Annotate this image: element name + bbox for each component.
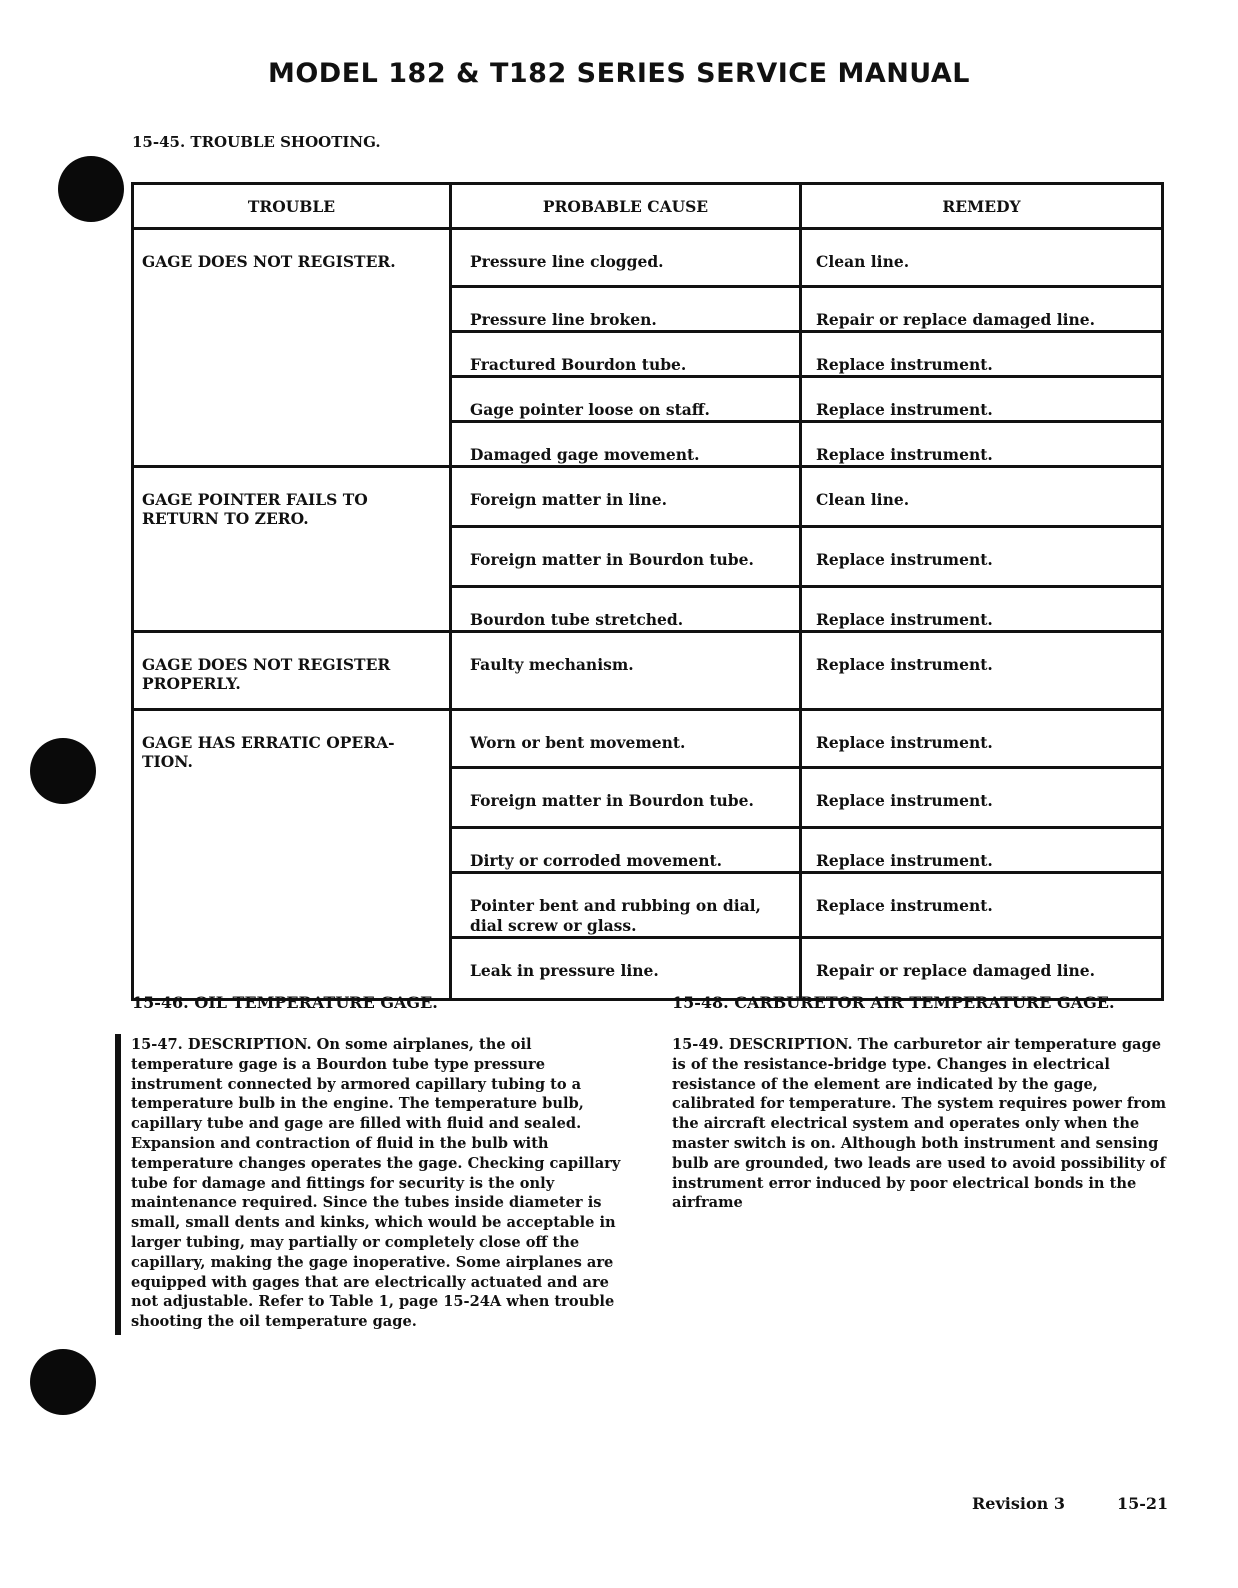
troubleshooting-table — [131, 182, 1164, 1001]
cause-cell — [451, 422, 801, 467]
remedy-text: Clean line. — [816, 490, 910, 509]
binder-hole-bottom — [30, 1349, 96, 1415]
trouble-cell: GAGE HAS ERRATIC OPERA-TION. — [133, 710, 451, 1000]
cause-text: Damaged gage movement. — [470, 445, 700, 464]
cause-cell — [451, 938, 801, 1000]
remedy-text: Clean line. — [816, 252, 910, 271]
remedy-cell — [801, 229, 1163, 287]
revision-bar — [115, 1034, 121, 1335]
cause-text: Pointer bent and rubbing on dial, dial screw or glass. — [470, 896, 761, 935]
remedy-cell — [801, 467, 1163, 527]
header-trouble: TROUBLE — [133, 184, 451, 229]
cause-text: Foreign matter in line. — [470, 490, 667, 509]
cause-text: Faulty mechanism. — [470, 655, 634, 674]
remedy-cell — [801, 632, 1163, 710]
table-row — [133, 229, 1163, 287]
cause-text: Fractured Bourdon tube. — [470, 355, 687, 374]
remedy-text: Replace instrument. — [816, 445, 993, 464]
remedy-cell — [801, 710, 1163, 768]
cause-cell — [451, 768, 801, 828]
trouble-cell: GAGE DOES NOT REGISTER PROPERLY. — [133, 632, 451, 710]
remedy-cell — [801, 377, 1163, 422]
cause-cell — [451, 467, 801, 527]
cause-text: Foreign matter in Bourdon tube. — [470, 791, 754, 810]
remedy-text: Replace instrument. — [816, 851, 993, 870]
troubleshooting-body — [133, 229, 1163, 1000]
remedy-text: Replace instrument. — [816, 791, 993, 810]
carb-air-temp-heading: 15-48. CARBURETOR AIR TEMPERATURE GAGE. — [672, 993, 1115, 1012]
page-title: MODEL 182 & T182 SERIES SERVICE MANUAL — [267, 58, 970, 89]
table-row — [133, 467, 1163, 527]
remedy-text: Repair or replace damaged line. — [816, 961, 1096, 980]
remedy-cell — [801, 587, 1163, 632]
remedy-cell — [801, 828, 1163, 873]
cause-cell — [451, 287, 801, 332]
cause-text: Pressure line clogged. — [470, 252, 664, 271]
remedy-text: Repair or replace damaged line. — [816, 310, 1096, 329]
cause-text: Pressure line broken. — [470, 310, 657, 329]
cause-text: Gage pointer loose on staff. — [470, 400, 710, 419]
remedy-cell — [801, 527, 1163, 587]
cause-text: Foreign matter in Bourdon tube. — [470, 550, 754, 569]
remedy-text: Replace instrument. — [816, 896, 993, 915]
cause-cell — [451, 229, 801, 287]
remedy-text: Replace instrument. — [816, 355, 993, 374]
trouble-cell: GAGE DOES NOT REGISTER. — [133, 229, 451, 467]
remedy-text: Replace instrument. — [816, 655, 993, 674]
table-row — [133, 632, 1163, 710]
oil-temp-heading: 15-46. OIL TEMPERATURE GAGE. — [132, 993, 438, 1012]
cause-text: Worn or bent movement. — [470, 733, 686, 752]
cause-cell — [451, 828, 801, 873]
remedy-cell — [801, 768, 1163, 828]
remedy-text: Replace instrument. — [816, 610, 993, 629]
footer-revision: Revision 3 — [972, 1494, 1065, 1513]
remedy-cell — [801, 287, 1163, 332]
cause-text: Bourdon tube stretched. — [470, 610, 684, 629]
binder-hole-top — [58, 156, 124, 222]
cause-cell — [451, 377, 801, 422]
cause-cell — [451, 332, 801, 377]
table-row — [133, 710, 1163, 768]
trouble-cell: GAGE POINTER FAILS TO RETURN TO ZERO. — [133, 467, 451, 632]
header-remedy: REMEDY — [801, 184, 1163, 229]
cause-cell — [451, 873, 801, 938]
cause-text: Leak in pressure line. — [470, 961, 659, 980]
oil-temp-description: 15-47. DESCRIPTION. On some airplanes, the oil temperature gage is a Bourdon tube type pressure instrument connected by armored capillary tubing to a temperature bulb in the engine. The temperature bulb, capillary tube and gage are filled with fluid and sealed. Expansion and contraction of fluid in the bulb with temperature changes operates the gage. Checking capillary tube for damage and fittings for security is the only maintenance required. Since the tubes inside diameter is small, small dents and kinks, which would be acceptable in larger tubing, may partially or completely close off the capillary, making the gage inoperative. Some airplanes are equipped with gages that are electrically actuated and are not adjustable. Refer to Table 1, page 15-24A when trouble shooting the oil temperature gage. — [131, 1036, 621, 1331]
troubleshooting-heading: 15-45. TROUBLE SHOOTING. — [132, 133, 381, 151]
cause-cell — [451, 632, 801, 710]
cause-cell — [451, 587, 801, 632]
footer-page-number: 15-21 — [1117, 1494, 1169, 1513]
binder-hole-middle — [30, 738, 96, 804]
carb-air-temp-description: 15-49. DESCRIPTION. The carburetor air temperature gage is of the resistance-bridge type. Changes in electrical resistance of the element are indicated by the gage, calibrated for temperature. The system requires power from the aircraft electrical system and operates only when the master switch is on. Although both instrument and sensing bulb are grounded, two leads are used to avoid possibility of instrument error induced by poor electrical bonds in the airframe — [672, 1036, 1167, 1212]
remedy-cell — [801, 332, 1163, 377]
remedy-text: Replace instrument. — [816, 400, 993, 419]
header-probable-cause: PROBABLE CAUSE — [451, 184, 801, 229]
remedy-cell — [801, 422, 1163, 467]
remedy-cell — [801, 938, 1163, 1000]
remedy-text: Replace instrument. — [816, 550, 993, 569]
remedy-text: Replace instrument. — [816, 733, 993, 752]
cause-text: Dirty or corroded movement. — [470, 851, 723, 870]
cause-cell — [451, 527, 801, 587]
remedy-cell — [801, 873, 1163, 938]
cause-cell — [451, 710, 801, 768]
